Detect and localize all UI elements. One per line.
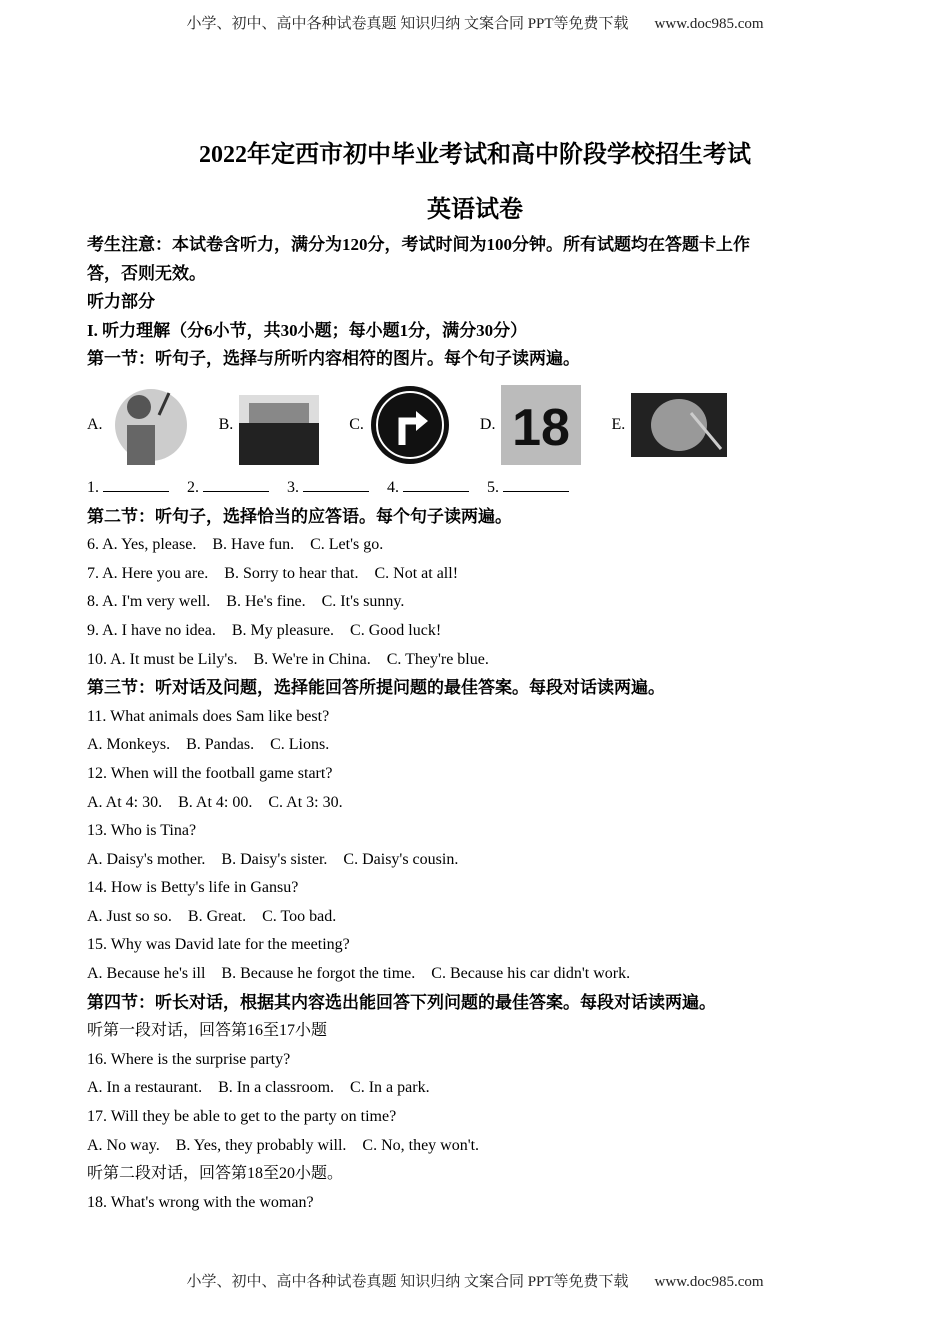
question-line: A. Just so so. B. Great. C. Too bad. — [87, 907, 337, 925]
number-18-image — [501, 385, 581, 465]
question-line: A. No way. B. Yes, they probably will. C. No, they won't. — [87, 1136, 480, 1154]
header-text: 小学、初中、高中各种试卷真题 知识归纳 文案合同 PPT等免费下载 — [186, 16, 629, 32]
subsection-1-heading: 第一节：听句子，选择与所听内容相符的图片。每个句子读两遍。 — [87, 349, 580, 369]
pic-label: E. — [611, 415, 626, 433]
question-line: 听第二段对话，回答第18至20小题。 — [87, 1165, 344, 1183]
question-line: 7. A. Here you are. B. Sorry to hear that. C. Not at all! — [87, 564, 459, 582]
page-header — [0, 12, 950, 33]
question-line: 6. A. Yes, please. B. Have fun. C. Let's go. — [87, 536, 384, 554]
pic-label: A. — [87, 415, 103, 433]
library-building-image — [239, 385, 319, 465]
question-line: A. Daisy's mother. B. Daisy's sister. C. Daisy's cousin. — [87, 850, 459, 868]
subsection-2-heading: 第二节：听句子，选择恰当的应答语。每个句子读两遍。 — [87, 506, 512, 526]
footer-text: 小学、初中、高中各种试卷真题 知识归纳 文案合同 PPT等免费下载 — [186, 1274, 629, 1290]
person-image — [109, 385, 189, 465]
turn-right-sign-icon — [370, 385, 450, 465]
header-link[interactable]: www.doc985.com — [654, 16, 764, 32]
blank-3[interactable]: 3. — [287, 474, 369, 503]
question-line: A. In a restaurant. B. In a classroom. C. In a park. — [87, 1079, 430, 1097]
question-line: 16. Where is the surprise party? — [87, 1050, 291, 1068]
notice-line: 答，否则无效。 — [87, 263, 206, 283]
subsection-4-heading: 第四节：听长对话，根据其内容选出能回答下列问题的最佳答案。每段对话读两遍。 — [87, 992, 716, 1012]
question-line: 15. Why was David late for the meeting? — [87, 936, 350, 954]
question-line: 17. Will they be able to get to the party on time? — [87, 1108, 397, 1126]
subsection-4-items — [87, 1017, 867, 1217]
subsection-3-items — [87, 703, 867, 989]
page-footer — [0, 1270, 950, 1291]
question-line: 14. How is Betty's life in Gansu? — [87, 879, 299, 897]
exam-body — [87, 231, 867, 1217]
answer-blanks — [87, 474, 867, 503]
svg-text:18: 18 — [512, 398, 571, 457]
pic-label: D. — [479, 415, 496, 433]
subsection-2-items — [87, 531, 867, 674]
question-line: 8. A. I'm very well. B. He's fine. C. It's sunny. — [87, 593, 405, 611]
question-line: 11. What animals does Sam like best? — [87, 707, 330, 725]
exam-subtitle: 英语试卷 — [427, 197, 523, 223]
blank-5[interactable]: 5. — [487, 474, 569, 503]
blank-2[interactable]: 2. — [187, 474, 269, 503]
question-line: 12. When will the football game start? — [87, 764, 333, 782]
question-line: 18. What's wrong with the woman? — [87, 1193, 314, 1211]
footer-link[interactable]: www.doc985.com — [654, 1274, 764, 1290]
subsection-3-heading: 第三节：听对话及问题，选择能回答所提问题的最佳答案。每段对话读两遍。 — [87, 678, 665, 698]
question-line: 9. A. I have no idea. B. My pleasure. C. Good luck! — [87, 621, 442, 639]
part-heading: 听力部分 — [87, 292, 155, 312]
blank-4[interactable]: 4. — [387, 474, 469, 503]
question-line: A. Monkeys. B. Pandas. C. Lions. — [87, 736, 330, 754]
notice-line: 考生注意：本试卷含听力，满分为120分，考试时间为100分钟。所有试题均在答题卡上作 — [87, 235, 750, 254]
question-line: 10. A. It must be Lily's. B. We're in China. C. They're blue. — [87, 650, 489, 668]
question-line: 13. Who is Tina? — [87, 822, 197, 840]
question-line: A. At 4: 30. B. At 4: 00. C. At 3: 30. — [87, 793, 343, 811]
picture-row — [87, 382, 867, 468]
pic-label: B. — [218, 415, 234, 433]
question-line: 听第一段对话，回答第16至17小题 — [87, 1022, 328, 1040]
blank-1[interactable]: 1. — [87, 474, 169, 503]
food-bowl-image — [631, 393, 727, 457]
section-heading: I. 听力理解（分6小节，共30小题；每小题1分，满分30分） — [87, 320, 528, 340]
exam-title: 2022年定西市初中毕业考试和高中阶段学校招生考试 — [199, 142, 751, 168]
question-line: A. Because he's ill B. Because he forgot the time. C. Because his car didn't work. — [87, 965, 631, 983]
pic-label: C. — [349, 415, 364, 433]
